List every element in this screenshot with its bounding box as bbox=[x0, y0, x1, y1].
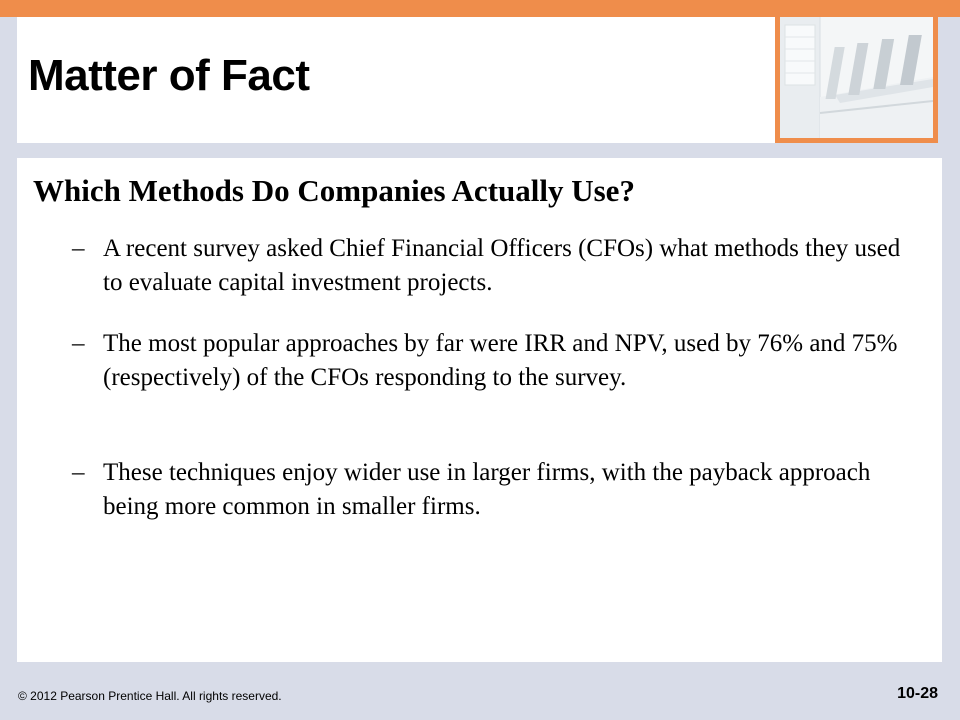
bullet-dash: – bbox=[72, 235, 85, 262]
bullet-dash: – bbox=[72, 459, 85, 486]
conference-room-photo bbox=[780, 17, 933, 138]
copyright-notice: © 2012 Pearson Prentice Hall. All rights reserved. bbox=[18, 689, 282, 703]
bullet-text: These techniques enjoy wider use in larger firms, with the payback approach being more common in smaller firms. bbox=[103, 459, 871, 520]
conference-room-image bbox=[780, 17, 933, 138]
bullet-dash: – bbox=[72, 330, 85, 357]
bullet-item bbox=[72, 456, 922, 524]
bullet-text: A recent survey asked Chief Financial Officers (CFOs) what methods they used to evaluate capital investment projects. bbox=[103, 235, 901, 296]
page-number: 10-28 bbox=[897, 685, 938, 702]
top-accent-stripe bbox=[0, 0, 960, 17]
bullet-item bbox=[72, 232, 922, 300]
slide-title: Matter of Fact bbox=[28, 51, 310, 100]
bullet-item bbox=[72, 327, 922, 395]
slide-heading: Which Methods Do Companies Actually Use? bbox=[33, 173, 635, 208]
bullet-text: The most popular approaches by far were IRR and NPV, used by 76% and 75% (respectively) of the CFOs responding to the survey. bbox=[103, 330, 898, 391]
